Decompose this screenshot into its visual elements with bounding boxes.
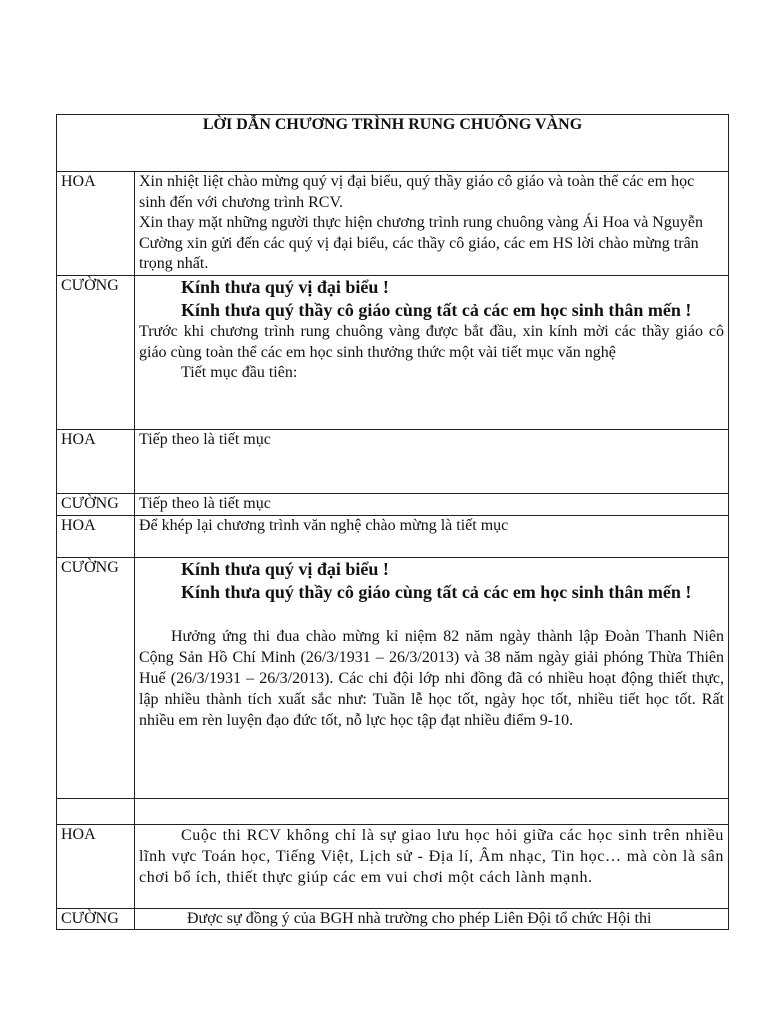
- speaker-label: HOA: [57, 172, 135, 276]
- body-text: Cuộc thi RCV không chỉ là sự giao lưu học hỏi giữa các học sinh trên nhiều lĩnh vực Toán học, Tiếng Việt, Lịch sử - Địa lí, Âm nhạc, Tin học… mà còn là sân chơi bổ ích, thiết thực giúp các em vui chơi một cách lành mạnh.: [139, 826, 724, 886]
- greeting-line: Kính thưa quý vị đại biểu !: [181, 558, 389, 579]
- text-line: Xin nhiệt liệt chào mừng quý vị đại biểu, quý thầy giáo cô giáo và toàn thể các em học sinh đến với chương trình RCV.: [139, 173, 695, 211]
- speaker-label: CƯỜNG: [57, 494, 135, 516]
- body-text: Được sự đồng ý của BGH nhà trường cho phép Liên Đội tổ chức Hội thi: [187, 909, 652, 927]
- body-paragraph: [139, 626, 724, 731]
- document-title: LỜI DẪN CHƯƠNG TRÌNH RUNG CHUÔNG VÀNG: [57, 115, 729, 172]
- body-text: Hưởng ứng thi đua chào mừng kỉ niệm 82 năm ngày thành lập Đoàn Thanh Niên Cộng Sản Hồ Chí Minh (26/3/1931 – 26/3/2013) và 38 năm ngày giải phóng Thừa Thiên Huế (26/3/1931 – 26/3/2013). Các chi đội lớp nhi đồng đã có nhiều hoạt động thiết thực, lập nhiều thành tích xuất sắc như: Tuần lễ học tốt, ngày học tốt, nhiều tiết học tốt. Rất nhiều em rèn luyện đạo đức tốt, nỗ lực học tập đạt nhiều điểm 9-10.: [139, 627, 724, 729]
- greeting-line: Kính thưa quý vị đại biểu !: [181, 277, 389, 297]
- speaker-label: CƯỜNG: [57, 908, 135, 930]
- speaker-label: CƯỜNG: [57, 557, 135, 798]
- script-row: [57, 557, 729, 798]
- script-text: [135, 824, 729, 908]
- script-row: [57, 276, 729, 430]
- speaker-label: [57, 798, 135, 824]
- body-paragraph: Trước khi chương trình rung chuông vàng được bắt đầu, xin kính mời các thầy giáo cô giáo cùng toàn thể các em học sinh thưởng thức một vài tiết mục văn nghệ: [139, 323, 724, 361]
- script-row: [57, 824, 729, 908]
- body-paragraph: [139, 825, 724, 888]
- script-text: [135, 172, 729, 276]
- text-line: Xin thay mặt những người thực hiện chương trình rung chuông vàng Ái Hoa và Nguyễn Cường xin gửi đến các quý vị đại biểu, các thầy cô giáo, các em HS lời chào mừng trân trọng nhất.: [139, 214, 703, 272]
- script-row: [57, 172, 729, 276]
- speaker-label: HOA: [57, 430, 135, 494]
- script-text: Tiếp theo là tiết mục: [135, 430, 729, 494]
- script-text: Để khép lại chương trình văn nghệ chào mừng là tiết mục: [135, 515, 729, 557]
- empty-row: [57, 798, 729, 824]
- script-table: [56, 114, 729, 930]
- script-row: [57, 515, 729, 557]
- greeting-text: Kính thưa quý thầy cô giáo cùng tất cả các em học sinh thân mến !: [181, 581, 692, 602]
- script-row: [57, 430, 729, 494]
- greeting-text: Kính thưa quý thầy cô giáo cùng tất cả các em học sinh thân mến !: [181, 300, 692, 320]
- speaker-label: CƯỜNG: [57, 276, 135, 430]
- script-text: Tiếp theo là tiết mục: [135, 494, 729, 516]
- script-row: [57, 908, 729, 930]
- script-text: [135, 276, 729, 430]
- item-line: Tiết mục đầu tiên:: [181, 364, 298, 381]
- blank-spacer: [139, 604, 724, 626]
- script-text: [135, 798, 729, 824]
- speaker-label: HOA: [57, 824, 135, 908]
- title-row: [57, 115, 729, 172]
- greeting-line: [139, 581, 724, 604]
- speaker-label: HOA: [57, 515, 135, 557]
- script-row: [57, 494, 729, 516]
- script-text: [135, 557, 729, 798]
- greeting-line: [139, 299, 724, 322]
- script-text: [135, 908, 729, 930]
